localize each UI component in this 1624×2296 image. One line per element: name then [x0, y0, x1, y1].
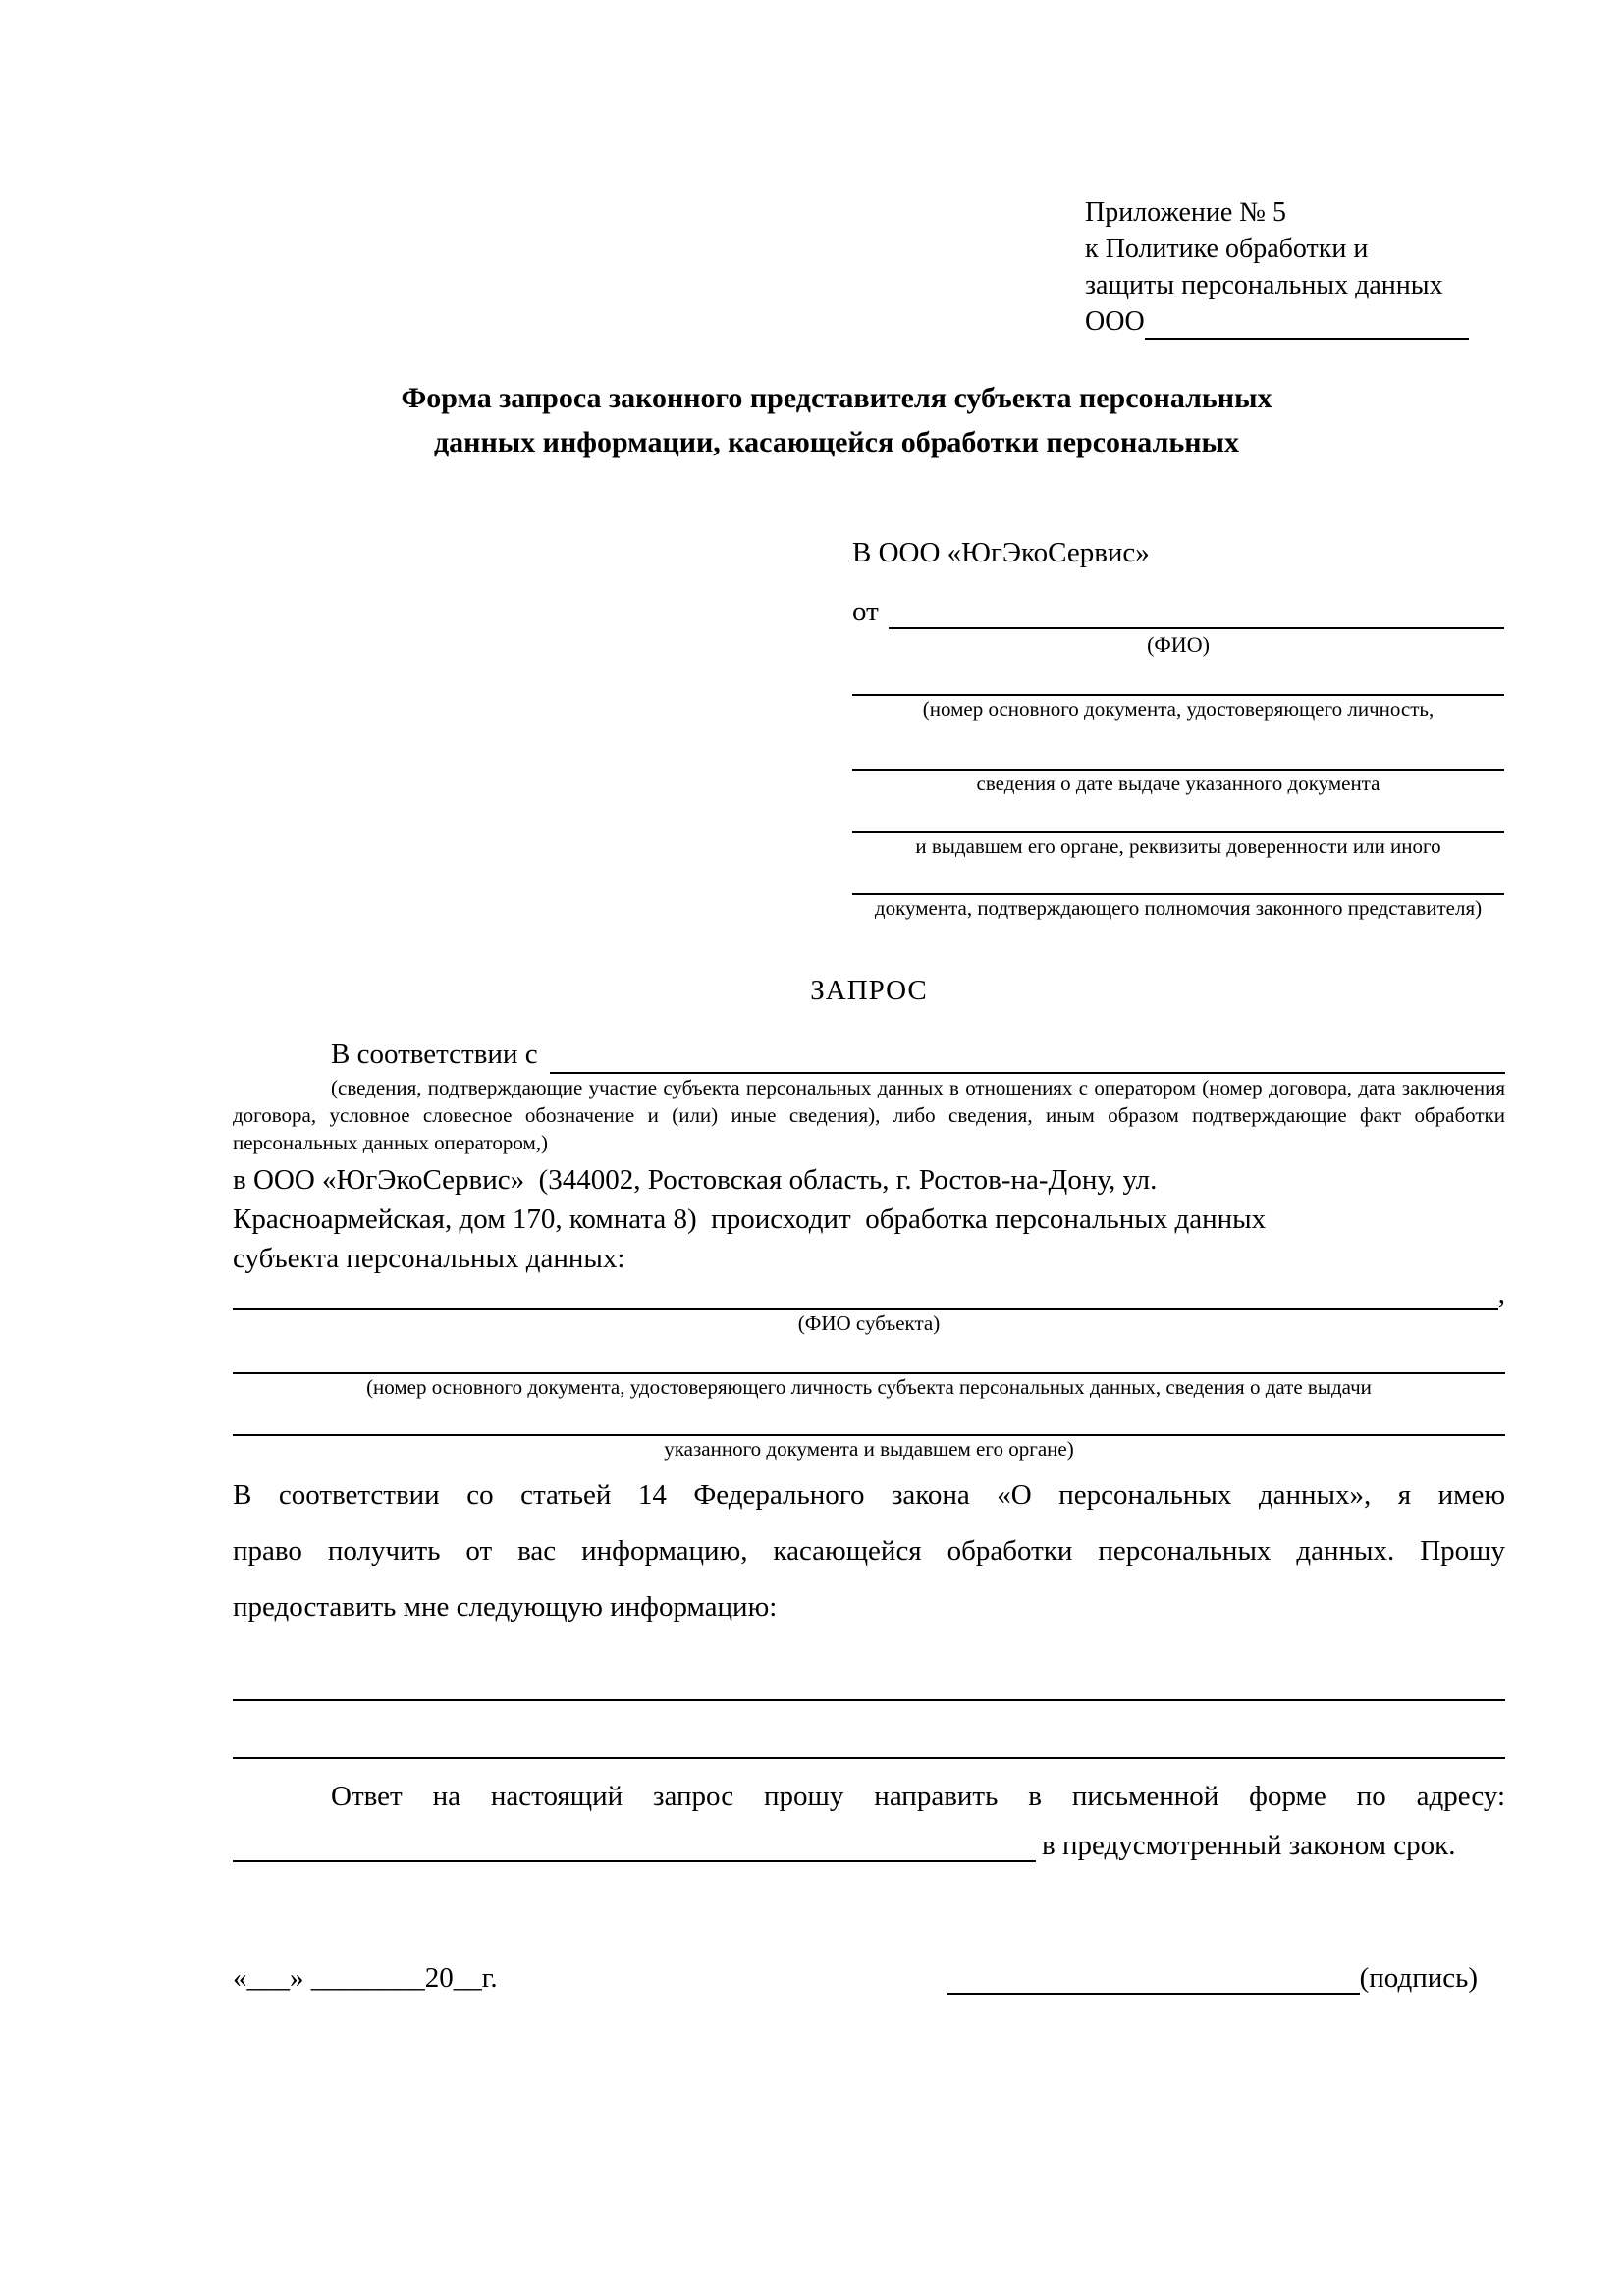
info-blank-line-2 [233, 1701, 1505, 1759]
rep-doc-blank-line-1 [852, 659, 1504, 696]
signature-caption: (подпись) [1359, 1962, 1478, 1994]
accordance-blank-line [550, 1039, 1505, 1074]
annex-ooo-row [1085, 303, 1517, 340]
ooo-label: ООО [1085, 306, 1145, 337]
answer-paragraph: Ответ на настоящий запрос прошу направить в письменной форме по адресу: [331, 1781, 1505, 1812]
accordance-row [233, 1039, 1505, 1072]
request-body [233, 974, 1505, 1995]
annex-line: Приложение № 5 [1085, 197, 1286, 228]
trailing-comma: , [1497, 1278, 1505, 1309]
request-heading: ЗАПРОС [810, 975, 928, 1006]
subject-fio-row [233, 1278, 1505, 1310]
fio-blank-line [889, 594, 1504, 629]
addressee-to: В ООО «ЮгЭкоСервис» [852, 537, 1150, 568]
addressee-block [852, 535, 1504, 921]
signature-blank-line [947, 1959, 1360, 1995]
rep-doc-blank-line-4 [852, 859, 1504, 895]
accordance-caption: (сведения, подтверждающие участие субъекта персональных данных в отношениях с оператором (номер договора, дата заключения договора, условное словесное обозначение и (или) иные сведения), либо сведения, иным образом подтверждающие факт обработки персональных данных оператором,) [233, 1076, 1505, 1154]
statute-line: предоставить мне следующую информацию: [233, 1591, 778, 1623]
subject-fio-caption: (ФИО субъекта) [797, 1311, 941, 1335]
annex-note [1085, 194, 1517, 340]
annex-line: к Политике обработки и [1085, 234, 1369, 264]
rep-doc-caption-2: сведения о дате выдаче указанного документа [976, 772, 1380, 795]
accordance-lead: В соответствии с [331, 1039, 538, 1070]
fio-caption: (ФИО) [1147, 632, 1210, 657]
operator-line: субъекта персональных данных: [233, 1243, 625, 1274]
operator-line: в ООО «ЮгЭкоСервис» (344002, Ростовская область, г. Ростов-на-Дону, ул. [233, 1164, 1158, 1196]
rep-doc-caption-3: и выдавшем его органе, реквизиты доверенности или иного [915, 834, 1441, 858]
operator-line: Красноармейская, дом 170, комната 8) происходит обработка персональных данных [233, 1203, 1267, 1235]
footer-row [233, 1955, 1505, 1995]
date-blank: «___» ________20__г. [233, 1962, 498, 1994]
signature-row [947, 1959, 1478, 1995]
answer-address-row [233, 1818, 1505, 1862]
statute-line: право получить от вас информацию, касающейся обработки персональных данных. Прошу [233, 1535, 1505, 1567]
from-row [852, 594, 1504, 627]
operator-paragraph [233, 1160, 1505, 1278]
ooo-blank-line [1145, 307, 1469, 340]
form-title-line-1: Форма запроса законного представителя субъекта персональных [401, 382, 1272, 414]
form-title-line-2: данных информации, касающейся обработки персональных [434, 426, 1239, 458]
subject-fio-blank-line [233, 1276, 1498, 1310]
statute-line: В соответствии со статьей 14 Федерального закона «О персональных данных», я имею [233, 1479, 1505, 1511]
subject-doc-blank-line-2 [233, 1400, 1505, 1436]
rep-doc-blank-line-3 [852, 796, 1504, 833]
subject-doc-caption-1: (номер основного документа, удостоверяющего личность субъекта персональных данных, сведения о дате выдачи [366, 1375, 1372, 1399]
form-title [233, 376, 1440, 464]
subject-doc-caption-2: указанного документа и выдавшем его органе) [664, 1437, 1074, 1461]
rep-doc-caption-1: (номер основного документа, удостоверяющего личность, [922, 697, 1435, 721]
address-blank-line [233, 1816, 1036, 1862]
from-label: от [852, 596, 879, 627]
statute-paragraph [233, 1468, 1505, 1635]
rep-doc-blank-line-2 [852, 721, 1504, 771]
info-blank-line-1 [233, 1635, 1505, 1701]
annex-line: защиты персональных данных [1085, 270, 1443, 300]
rep-doc-caption-4: документа, подтверждающего полномочия законного представителя) [874, 896, 1483, 920]
subject-doc-blank-line-1 [233, 1336, 1505, 1374]
answer-tail: в предусмотренный законом срок. [1042, 1830, 1456, 1861]
